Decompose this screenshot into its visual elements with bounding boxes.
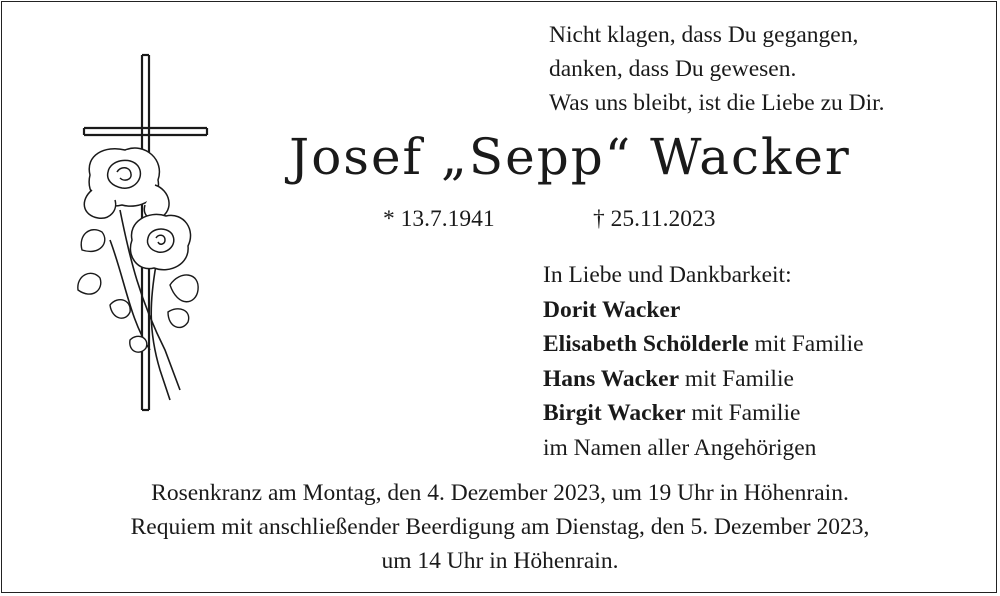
mourner-name: Birgit Wacker	[543, 400, 686, 426]
mourners-list	[543, 258, 864, 465]
mourner-entry	[543, 327, 864, 362]
deceased-name: Josef „Sepp“ Wacker	[289, 128, 851, 186]
cross-with-roses-icon	[70, 50, 220, 420]
mourner-entry	[543, 396, 864, 431]
service-line: Rosenkranz am Montag, den 4. Dezember 2023, um 19 Uhr in Höhenrain.	[151, 480, 849, 506]
death-date: † 25.11.2023	[593, 206, 716, 232]
birth-date: * 13.7.1941	[383, 206, 495, 232]
mourner-suffix: mit Familie	[748, 331, 864, 357]
mourner-suffix: mit Familie	[685, 400, 801, 426]
mourner-suffix: mit Familie	[679, 365, 794, 392]
service-details	[0, 476, 1000, 578]
verse-line: Nicht klagen, dass Du gegangen,	[549, 22, 859, 48]
mourner-name: Dorit Wacker	[543, 296, 681, 323]
mourner-entry	[543, 293, 864, 328]
service-line: Requiem mit anschließender Beerdigung am Dienstag, den 5. Dezember 2023,	[130, 514, 870, 540]
mourners-intro: In Liebe und Dankbarkeit:	[543, 262, 792, 288]
verse-line: danken, dass Du gewesen.	[549, 56, 797, 82]
memorial-verse	[549, 18, 885, 120]
mourners-closing: im Namen aller Angehörigen	[543, 434, 817, 461]
mourner-name: Elisabeth Schölderle	[543, 331, 749, 357]
service-line: um 14 Uhr in Höhenrain.	[381, 548, 619, 574]
mourner-name: Hans Wacker	[543, 365, 680, 392]
verse-line: Was uns bleibt, ist die Liebe zu Dir.	[549, 90, 885, 116]
mourner-entry	[543, 362, 864, 397]
